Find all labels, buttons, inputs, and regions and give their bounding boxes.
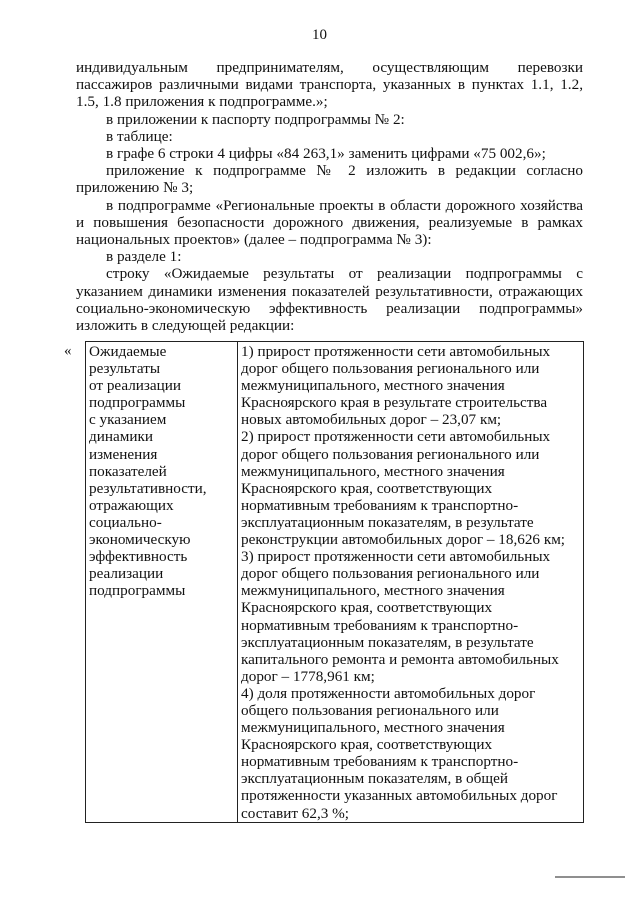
- paragraph-replace-figures: в графе 6 строки 4 цифры «84 263,1» заменить цифрами «75 002,6»;: [106, 145, 546, 163]
- table-row: [86, 342, 584, 823]
- paragraph-passport-appendix: в приложении к паспорту подпрограммы № 2:: [106, 110, 405, 128]
- title-line: Ожидаемые: [89, 343, 167, 360]
- title-line: изменения: [89, 445, 158, 463]
- result-item-1: 1) прирост протяженности сети автомобильных дорог общего пользования регионального или межмуниципального, местного значения Красноярского края в результате строительства новых автомобильных дорог – 23,07 км;: [241, 343, 551, 429]
- title-line: результаты: [89, 360, 161, 378]
- title-line: подпрограммы: [89, 394, 186, 412]
- result-item-2: 2) прирост протяженности сети автомобильных дорог общего пользования регионального или межмуниципального, местного значения Красноярского края, соответствующих нормативным требованиям к транспортно-эксплуатационным показателям, в результате реконструкции автомобильных дорог – 18,626 км;: [241, 428, 566, 549]
- paragraph-appendix-3: приложение к подпрограмме № 2 изложить в редакции согласно приложению № 3;: [76, 162, 583, 197]
- paragraph-section-1: в разделе 1:: [106, 248, 182, 266]
- title-line: показателей: [89, 462, 167, 480]
- result-item-4: 4) доля протяженности автомобильных дорог общего пользования регионального или межмуниципального, местного значения Красноярского края, соответствующих нормативным требованиям к транспортно-эксплуатационным показателям, в общей протяженности указанных автомобильных дорог составит 62,3 %;: [241, 684, 558, 822]
- paragraph-in-table: в таблице:: [106, 127, 173, 145]
- results-cell: [238, 342, 584, 823]
- paragraph-subprogram-3: в подпрограмме «Региональные проекты в области дорожного хозяйства и повышения безопасности дорожного движения, реализуемые в рамках национальных проектов» (далее – подпрограмма № 3):: [76, 196, 583, 249]
- title-line: подпрограммы: [89, 582, 186, 600]
- title-line: отражающих: [89, 496, 174, 514]
- body-text: [76, 59, 583, 334]
- title-line: эффективность: [89, 548, 188, 566]
- title-line: реализации: [89, 565, 164, 583]
- page-number: 10: [312, 27, 327, 43]
- paragraph-continuation: индивидуальным предпринимателям, осуществляющим перевозки пассажиров различными видами транспорта, указанных в пунктах 1.1, 1.2, 1.5, 1.8 приложения к подпрограмме.»;: [76, 59, 583, 111]
- title-line: экономическую: [89, 531, 191, 549]
- expected-results-table: [85, 341, 584, 823]
- title-line: результативности,: [89, 479, 207, 497]
- row-title-cell: [86, 342, 238, 823]
- title-line: от реализации: [89, 377, 182, 395]
- title-line: с указанием динамики: [89, 411, 167, 446]
- title-line: социально-: [89, 513, 162, 531]
- paragraph-row-statement: строку «Ожидаемые результаты от реализации подпрограммы с указанием динамики изменения показателей результативности, отражающих социально-экономическую эффективность реализации подпрограммы» изложить в следующей редакции:: [76, 265, 583, 335]
- margin-mark: [555, 876, 625, 878]
- result-item-3: 3) прирост протяженности сети автомобильных дорог общего пользования регионального или межмуниципального, местного значения Красноярского края, соответствующих нормативным требованиям к транспортно-эксплуатационным показателям, в результате капитального ремонта и ремонта автомобильных дорог – 1778,961 км;: [241, 548, 559, 685]
- open-quote: «: [64, 343, 72, 359]
